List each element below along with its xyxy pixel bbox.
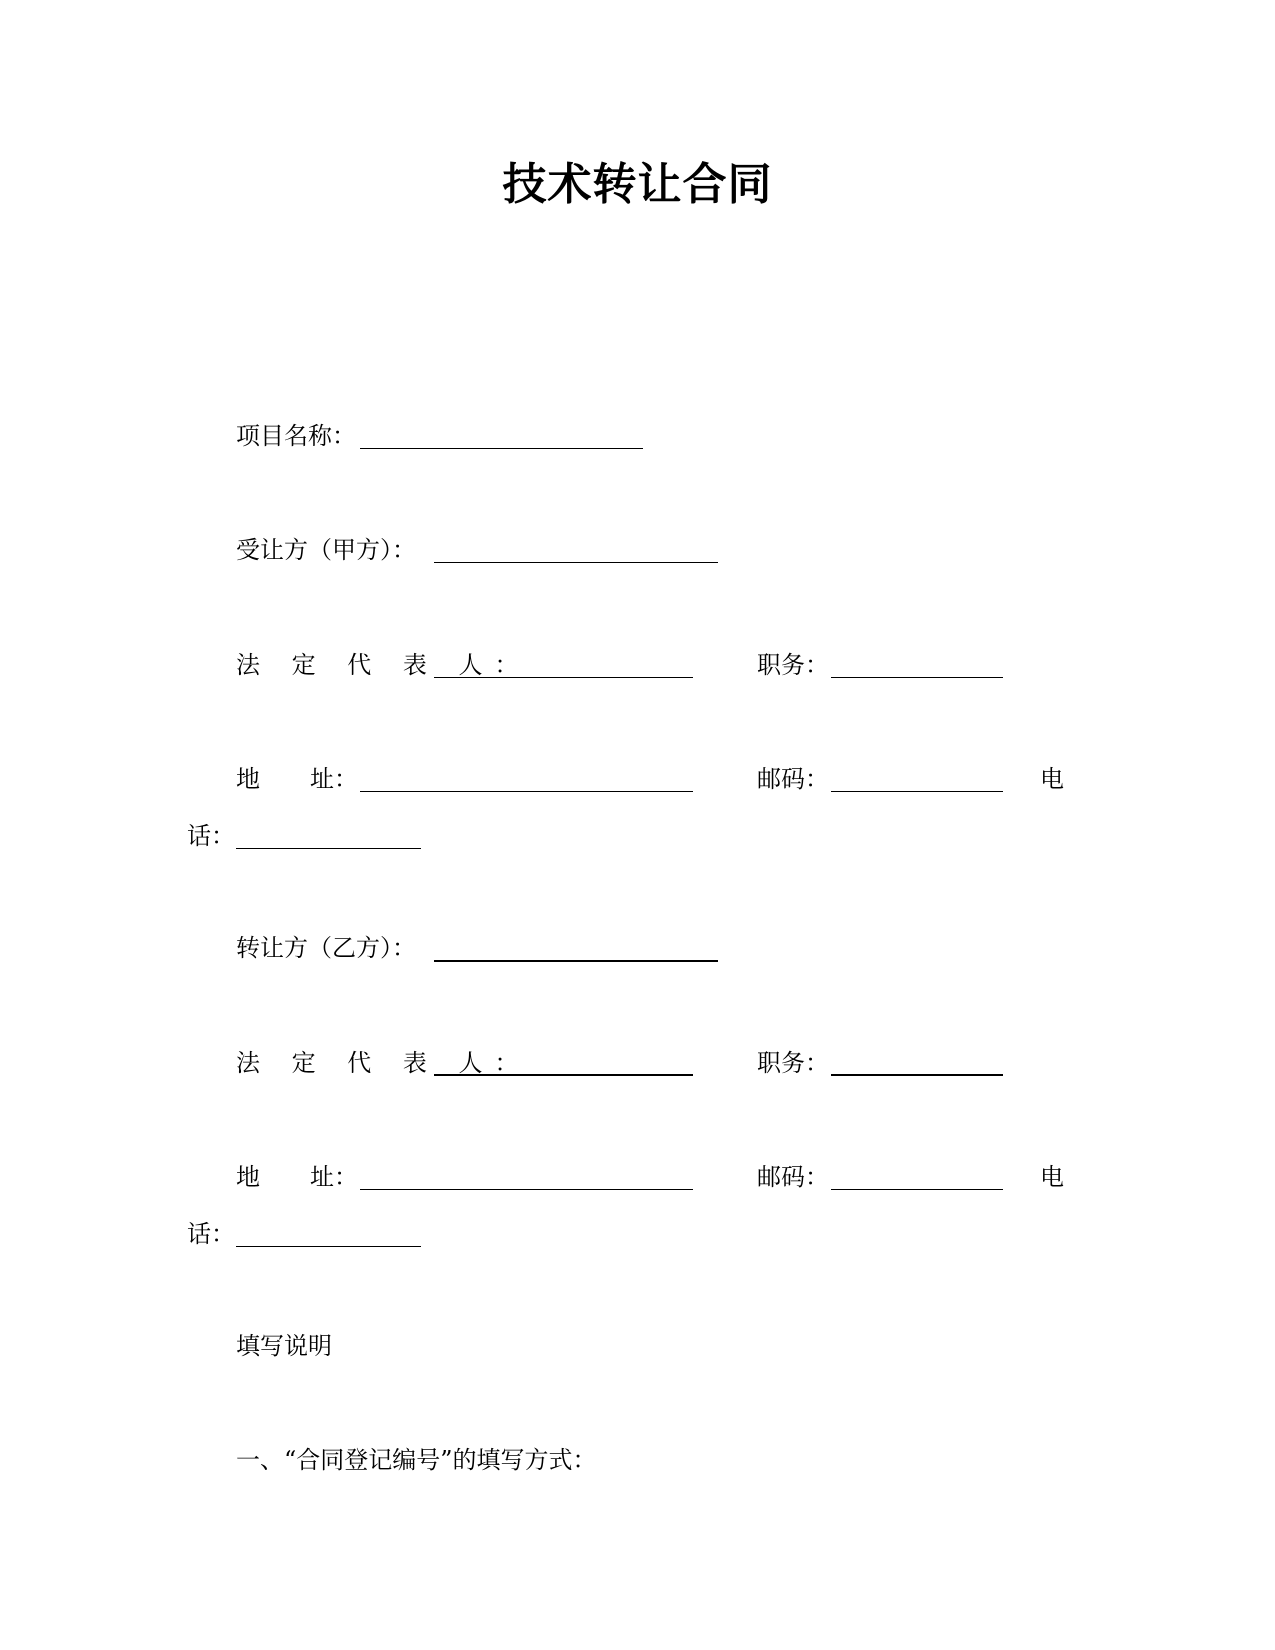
party-a-position-field[interactable]: [831, 677, 1003, 678]
party-b-postcode-label: 邮码：: [757, 1163, 829, 1191]
party-a-representative-field[interactable]: [434, 677, 693, 678]
party-a-address-label-char2: 址：: [310, 765, 358, 793]
party-b-name-field[interactable]: [434, 960, 718, 962]
party-a-name-field[interactable]: [434, 562, 718, 563]
party-a-representative-label: 法 定 代 表 人：: [236, 651, 531, 679]
party-b-position-field[interactable]: [831, 1074, 1003, 1076]
party-b-phone-label-part1: 电: [1040, 1163, 1064, 1191]
party-b-postcode-field[interactable]: [831, 1189, 1003, 1190]
party-a-postcode-label: 邮码：: [757, 765, 829, 793]
party-b-address-label-char1: 地: [236, 1163, 260, 1191]
party-b-phone-label-part2: 话：: [187, 1220, 235, 1248]
document-title: 技术转让合同: [502, 159, 773, 210]
party-a-postcode-field[interactable]: [831, 791, 1003, 792]
party-a-phone-label-part2: 话：: [187, 822, 235, 850]
party-a-label: 受让方（甲方）：: [236, 536, 416, 564]
party-a-address-field[interactable]: [360, 791, 693, 792]
project-name-field[interactable]: [360, 448, 643, 449]
project-name-label: 项目名称：: [236, 422, 356, 450]
instructions-heading: 填写说明: [236, 1332, 332, 1360]
party-a-position-label: 职务：: [757, 651, 829, 679]
party-a-phone-field[interactable]: [236, 848, 421, 849]
instructions-item-1: 一、“合同登记编号”的填写方式：: [236, 1446, 597, 1474]
party-b-address-label-char2: 址：: [310, 1163, 358, 1191]
party-a-address-label-char1: 地: [236, 765, 260, 793]
party-a-phone-label-part1: 电: [1040, 765, 1064, 793]
party-b-address-field[interactable]: [360, 1189, 693, 1190]
party-b-phone-field[interactable]: [236, 1246, 421, 1247]
party-b-representative-field[interactable]: [434, 1074, 693, 1076]
party-b-label: 转让方（乙方）：: [236, 934, 416, 962]
party-b-representative-label: 法 定 代 表 人：: [236, 1049, 531, 1077]
party-b-position-label: 职务：: [757, 1049, 829, 1077]
